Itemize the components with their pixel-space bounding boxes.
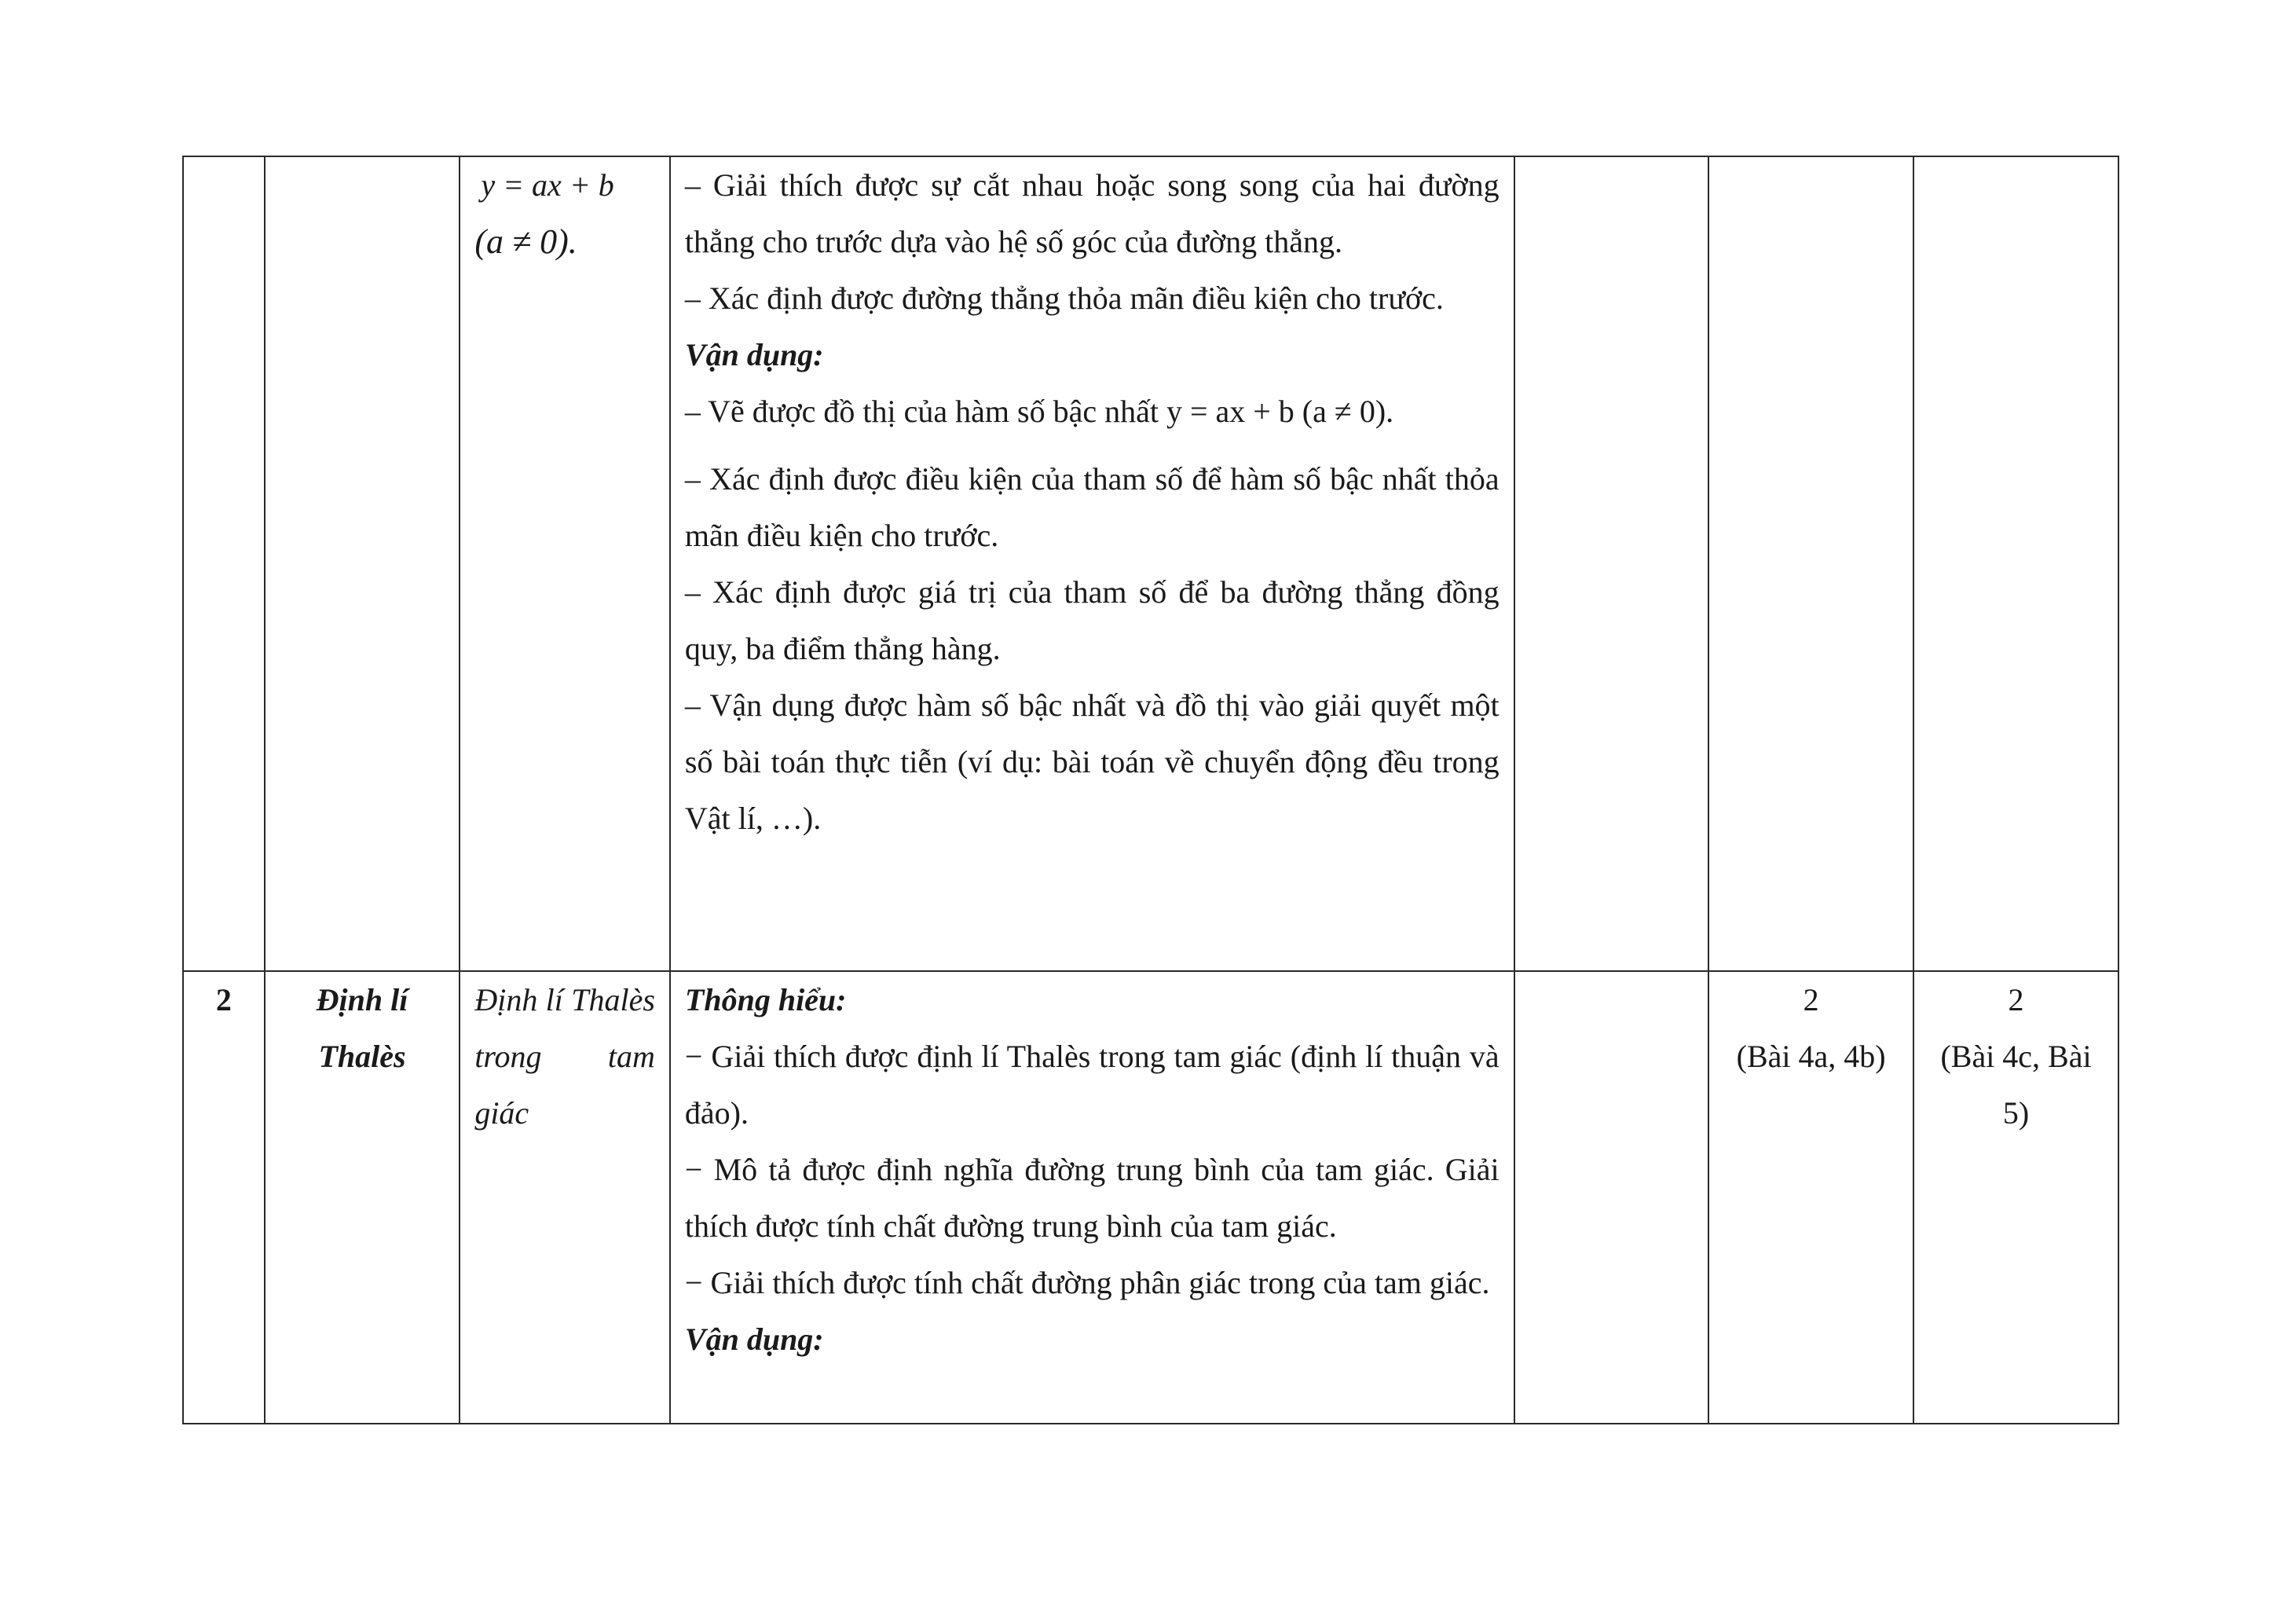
requirement-item: − Mô tả được định nghĩa đường trung bình của tam giác. Giải thích được tính chất đường trung bình của tam giác. [684,1152,1500,1244]
level2-cell [1708,156,1913,971]
requirement-item: − Giải thích được định lí Thalès trong tam giác (định lí thuận và đảo). [684,1039,1500,1131]
topic-cell [265,156,460,971]
question-count: 2 [1803,982,1819,1017]
level1-cell [1514,971,1709,1424]
stt-cell [183,156,265,971]
requirements-cell [670,156,1514,971]
requirement-heading-thong-hieu: Thông hiểu: [684,982,847,1017]
requirement-item: – Vẽ được đồ thị của hàm số bậc nhất y = ax + b (a ≠ 0). [684,394,1394,429]
level2-cell [1708,971,1913,1424]
requirements-cell [670,971,1514,1424]
table-row [183,971,2118,1424]
stt-cell: 2 [183,971,265,1424]
requirement-heading-van-dung: Vận dụng: [684,337,824,372]
requirement-item: − Giải thích được tính chất đường phân giác trong của tam giác. [684,1265,1490,1300]
formula-condition: (a ≠ 0). [474,222,577,261]
unit-cell [460,971,670,1424]
requirement-item: – Xác định được điều kiện của tham số để hàm số bậc nhất thỏa mãn điều kiện cho trước. [684,461,1500,553]
requirement-item: – Xác định được đường thẳng thỏa mãn điều kiện cho trước. [684,280,1444,316]
requirement-heading-van-dung: Vận dụng: [684,1322,824,1357]
level3-cell [1913,156,2118,971]
level1-cell [1514,156,1709,971]
topic-title-line: Thalès [318,1039,406,1074]
requirement-item: – Xác định được giá trị của tham số để ba đường thẳng đồng quy, ba điểm thẳng hàng. [684,574,1500,666]
level3-cell [1913,971,2118,1424]
requirement-item: – Giải thích được sự cắt nhau hoặc song song của hai đường thẳng cho trước dựa vào hệ số góc của đường thẳng. [684,167,1500,259]
requirement-item: – Vận dụng được hàm số bậc nhất và đồ thị vào giải quyết một số bài toán thực tiễn (ví dụ: bài toán về chuyển động đều trong Vật lí, …). [684,687,1500,836]
topic-cell [265,971,460,1424]
formula-linear-function: y = ax + b [481,167,614,203]
question-detail: (Bài 4c, Bài 5) [1940,1039,2092,1131]
assessment-matrix-table [182,156,2119,1424]
unit-title: Định lí Thalès trong tam giác [474,982,655,1131]
question-count: 2 [2008,982,2024,1017]
unit-cell [460,156,670,971]
topic-title-line: Định lí [316,982,408,1017]
table-row [183,156,2118,971]
question-detail: (Bài 4a, 4b) [1736,1039,1886,1074]
